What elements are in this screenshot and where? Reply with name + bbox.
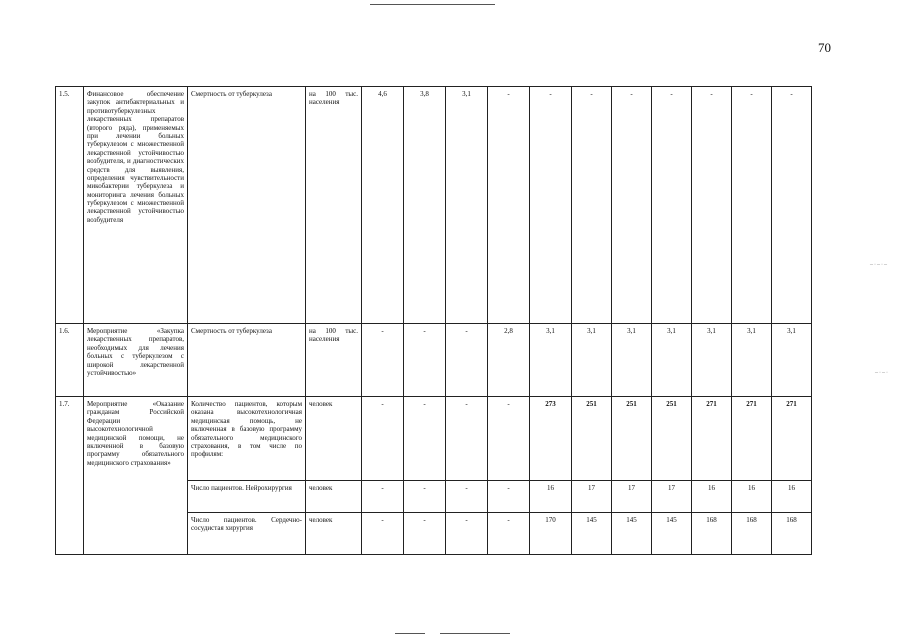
- value-cell: 17: [572, 481, 612, 513]
- value-cell: -: [488, 481, 530, 513]
- unit-cell: человек: [306, 397, 362, 481]
- value-cell: 170: [530, 513, 572, 555]
- indicator-cell: Смертность от туберкулеза: [188, 324, 306, 397]
- measure-cell: Мероприятие «Оказание гражданам Российской Федерации высокотехнологичной медицинской помощи, не включенной в базовую программу обязательного медицинского страхования»: [84, 397, 188, 555]
- value-cell: 3,1: [446, 87, 488, 324]
- value-cell: 145: [612, 513, 652, 555]
- value-cell: 145: [572, 513, 612, 555]
- table-row: [56, 397, 812, 481]
- value-cell: 251: [612, 397, 652, 481]
- row-number: 1.5.: [56, 87, 84, 324]
- value-cell: 16: [692, 481, 732, 513]
- value-cell: 3,8: [404, 87, 446, 324]
- value-cell: -: [572, 87, 612, 324]
- indicator-cell: Число пациентов. Нейрохирургия: [188, 481, 306, 513]
- value-cell: 3,1: [652, 324, 692, 397]
- value-cell: 3,1: [612, 324, 652, 397]
- measure-cell: Финансовое обеспечение закупок антибактериальных и противотуберкулезных лекарственных препаратов (второго ряда), применяемых при лечении больных туберкулезом с множественной лекарственной устойчивостью возбудителя, и диагностических средств для выявления, определения чувствительности микобактерии туберкулеза и мониторинга лечения больных туберкулезом с множественной лекарственной устойчивостью возбудителя: [84, 87, 188, 324]
- scan-mark-top: [370, 4, 495, 5]
- value-cell: 271: [732, 397, 772, 481]
- value-cell: -: [362, 397, 404, 481]
- value-cell: -: [362, 513, 404, 555]
- indicators-table: [55, 86, 812, 555]
- unit-cell: на 100 тыс. населения: [306, 324, 362, 397]
- value-cell: -: [772, 87, 812, 324]
- value-cell: 168: [692, 513, 732, 555]
- value-cell: 16: [772, 481, 812, 513]
- scan-mark-bottom-left: [395, 633, 425, 634]
- value-cell: 273: [530, 397, 572, 481]
- value-cell: 4,6: [362, 87, 404, 324]
- value-cell: 3,1: [530, 324, 572, 397]
- unit-cell: человек: [306, 481, 362, 513]
- value-cell: -: [488, 87, 530, 324]
- page-number: 70: [818, 40, 831, 55]
- value-cell: 3,1: [692, 324, 732, 397]
- value-cell: 145: [652, 513, 692, 555]
- indicator-cell: Смертность от туберкулеза: [188, 87, 306, 324]
- value-cell: 3,1: [732, 324, 772, 397]
- value-cell: -: [732, 87, 772, 324]
- value-cell: 271: [692, 397, 732, 481]
- scan-mark-bottom-right: [440, 633, 510, 634]
- value-cell: -: [362, 324, 404, 397]
- value-cell: -: [404, 397, 446, 481]
- value-cell: -: [362, 481, 404, 513]
- scan-mark-side-2: –·–·: [875, 370, 889, 376]
- unit-cell: на 100 тыс. населения: [306, 87, 362, 324]
- value-cell: -: [488, 513, 530, 555]
- value-cell: -: [530, 87, 572, 324]
- value-cell: 251: [572, 397, 612, 481]
- value-cell: -: [404, 324, 446, 397]
- value-cell: 17: [612, 481, 652, 513]
- scan-mark-side-1: –·–·–: [870, 262, 888, 268]
- value-cell: -: [446, 324, 488, 397]
- value-cell: 2,8: [488, 324, 530, 397]
- value-cell: 251: [652, 397, 692, 481]
- value-cell: -: [692, 87, 732, 324]
- value-cell: 3,1: [772, 324, 812, 397]
- value-cell: -: [404, 513, 446, 555]
- value-cell: 271: [772, 397, 812, 481]
- value-cell: 168: [732, 513, 772, 555]
- row-number: 1.7.: [56, 397, 84, 555]
- unit-cell: человек: [306, 513, 362, 555]
- indicator-cell: Число пациентов. Сердечно-сосудистая хирургия: [188, 513, 306, 555]
- value-cell: 17: [652, 481, 692, 513]
- value-cell: 16: [732, 481, 772, 513]
- value-cell: 168: [772, 513, 812, 555]
- indicator-cell: Количество пациентов, которым оказана высокотехнологичная медицинская помощь, не включенная в базовую программу обязательного медицинского страхования, в том числе по профилям:: [188, 397, 306, 481]
- value-cell: -: [446, 513, 488, 555]
- value-cell: 16: [530, 481, 572, 513]
- value-cell: -: [446, 481, 488, 513]
- value-cell: -: [652, 87, 692, 324]
- row-number: 1.6.: [56, 324, 84, 397]
- table-row: [56, 87, 812, 324]
- table-row: [56, 324, 812, 397]
- measure-cell: Мероприятие «Закупка лекарственных препаратов, необходимых для лечения больных с туберкулезом с широкой лекарственной устойчивостью»: [84, 324, 188, 397]
- value-cell: -: [488, 397, 530, 481]
- value-cell: 3,1: [572, 324, 612, 397]
- value-cell: -: [446, 397, 488, 481]
- value-cell: -: [404, 481, 446, 513]
- value-cell: -: [612, 87, 652, 324]
